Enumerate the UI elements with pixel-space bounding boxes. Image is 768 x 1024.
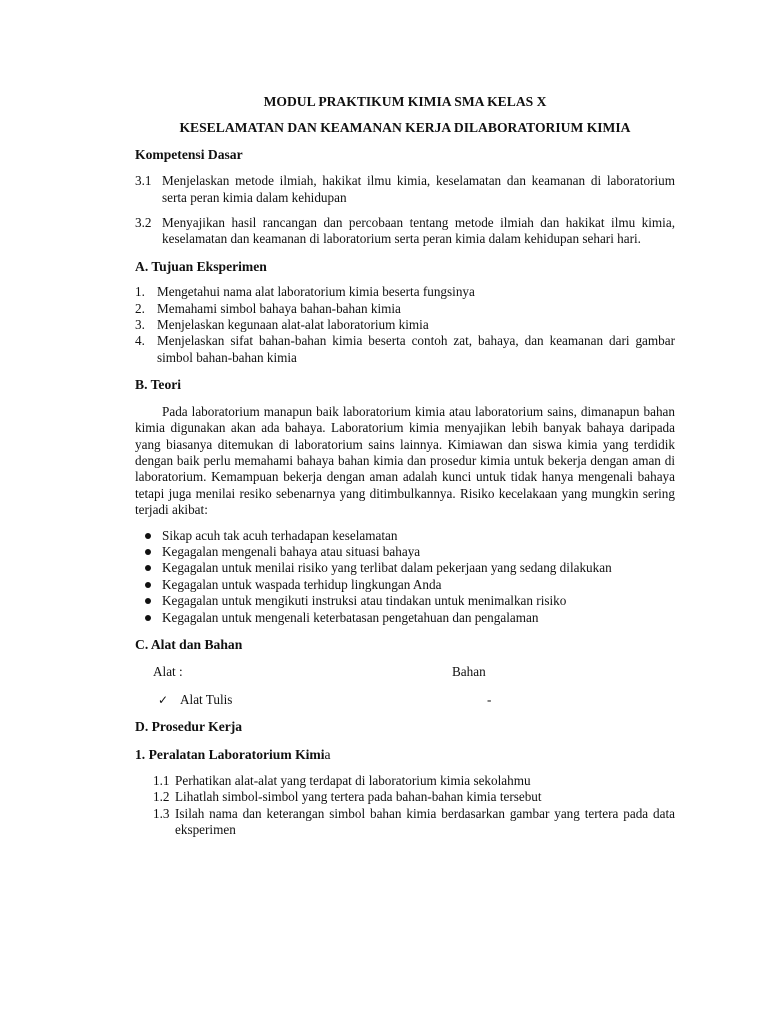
list-number: 1.1 <box>153 773 170 788</box>
list-number: 4. <box>135 333 145 349</box>
bullet-item <box>145 528 675 544</box>
bullet-item <box>145 577 675 593</box>
kompetensi-text: Menjelaskan metode ilmiah, hakikat ilmu kimia, keselamatan dan keamanan di laboratorium serta peran kimia dalam kehidupan <box>162 173 675 205</box>
bullet-dot-icon <box>145 544 162 560</box>
prosedur-subheading <box>135 747 675 763</box>
bahan-label: Bahan <box>452 664 486 680</box>
list-number: 2. <box>135 300 145 316</box>
list-item <box>135 284 675 300</box>
kompetensi-item <box>135 215 675 248</box>
prosedur-heading: D. Prosedur Kerja <box>135 719 243 735</box>
list-item <box>135 333 675 366</box>
prosedur-subheading-tail: a <box>324 746 331 762</box>
bullet-item <box>145 610 675 626</box>
alat-item: Alat Tulis <box>180 691 233 707</box>
risk-bullet-list <box>145 528 675 626</box>
document-page <box>135 90 675 839</box>
kompetensi-heading: Kompetensi Dasar <box>135 146 243 162</box>
tujuan-list <box>135 284 675 366</box>
checkmark-icon: ✓ <box>158 692 169 707</box>
kompetensi-item <box>135 173 675 206</box>
document-title: MODUL PRAKTIKUM KIMIA SMA KELAS X <box>263 94 547 109</box>
list-text: Menjelaskan kegunaan alat-alat laboratorium kimia <box>157 317 429 333</box>
bahan-item: - <box>487 691 492 707</box>
list-item <box>135 317 675 333</box>
bullet-item <box>145 544 675 560</box>
list-text: Isilah nama dan keterangan simbol bahan kimia berdasarkan gambar yang tertera pada data eksperimen <box>175 805 675 838</box>
list-text: Perhatikan alat-alat yang terdapat di laboratorium kimia sekolahmu <box>175 773 531 788</box>
list-number: 1.2 <box>153 789 170 805</box>
bullet-text: Sikap acuh tak acuh terhadapan keselamatan <box>162 527 398 543</box>
alat-bahan-header-row <box>153 664 675 680</box>
bullet-dot-icon <box>145 610 162 626</box>
list-number: 1. <box>135 284 145 300</box>
prosedur-list <box>153 773 675 839</box>
bullet-text: Kegagalan untuk mengikuti instruksi atau tindakan untuk menimalkan risiko <box>162 593 567 609</box>
list-text: Memahami simbol bahaya bahan-bahan kimia <box>157 300 401 316</box>
bullet-item <box>145 560 675 576</box>
bullet-text: Kegagalan untuk mengenali keterbatasan pengetahuan dan pengalaman <box>162 609 539 625</box>
teori-heading: B. Teori <box>135 377 182 393</box>
bullet-text: Kegagalan untuk menilai risiko yang terlibat dalam pekerjaan yang sedang dilakukan <box>162 560 612 576</box>
list-item <box>153 806 675 839</box>
bullet-text: Kegagalan mengenali bahaya atau situasi bahaya <box>162 543 421 559</box>
list-text: Mengetahui nama alat laboratorium kimia beserta fungsinya <box>157 284 475 300</box>
bullet-dot-icon <box>145 577 162 593</box>
bullet-dot-icon <box>145 593 162 609</box>
alat-label: Alat : <box>153 664 183 680</box>
bullet-dot-icon <box>145 528 162 544</box>
kompetensi-number: 3.2 <box>135 215 152 231</box>
bullet-dot-icon <box>145 560 162 576</box>
document-subtitle: KESELAMATAN DAN KEAMANAN KERJA DILABORATORIUM KIMIA <box>179 120 631 136</box>
bullet-item <box>145 593 675 609</box>
list-item <box>153 789 675 805</box>
list-number: 1.3 <box>153 805 170 821</box>
kompetensi-number: 3.1 <box>135 173 152 189</box>
tujuan-heading: A. Tujuan Eksperimen <box>135 258 267 274</box>
list-text: Lihatlah simbol-simbol yang tertera pada bahan-bahan kimia tersebut <box>175 789 542 805</box>
alat-bahan-heading: C. Alat dan Bahan <box>135 636 243 652</box>
list-item <box>135 301 675 317</box>
list-number: 3. <box>135 317 145 333</box>
list-item <box>153 773 675 789</box>
teori-paragraph: Pada laboratorium manapun baik laboratorium kimia atau laboratorium sains, dimanapun bahan kimia digunakan akan ada bahaya. Laboratorium kimia menyajikan lebih banyak bahaya daripada yang biasanya ditemukan di laboratorium sains lainnya. Kimiawan dan siswa kimia yang terdidik dengan baik perlu memahami bahaya bahan kimia dan prosedur kimia untuk bekerja dengan aman di laboratorium. Kemampuan bekerja dengan aman adalah kunci untuk tidak hanya mengenali bahaya tetapi juga menilai resiko sebenarnya yang ditimbulkannya. Risiko kecelakaan yang mungkin sering terjadi akibat: <box>135 403 675 518</box>
alat-bahan-row <box>158 692 675 708</box>
bullet-text: Kegagalan untuk waspada terhidup lingkungan Anda <box>162 576 442 592</box>
prosedur-subheading-bold: 1. Peralatan Laboratorium Kimi <box>135 746 325 762</box>
kompetensi-text: Menyajikan hasil rancangan dan percobaan tentang metode ilmiah dan hakikat ilmu kimia, keselamatan dan keamanan di laboratorium serta peran kimia dalam kehidupan sehari hari. <box>162 215 675 247</box>
list-text: Menjelaskan sifat bahan-bahan kimia beserta contoh zat, bahaya, dan keamanan dari gambar simbol bahan-bahan kimia <box>157 333 675 365</box>
